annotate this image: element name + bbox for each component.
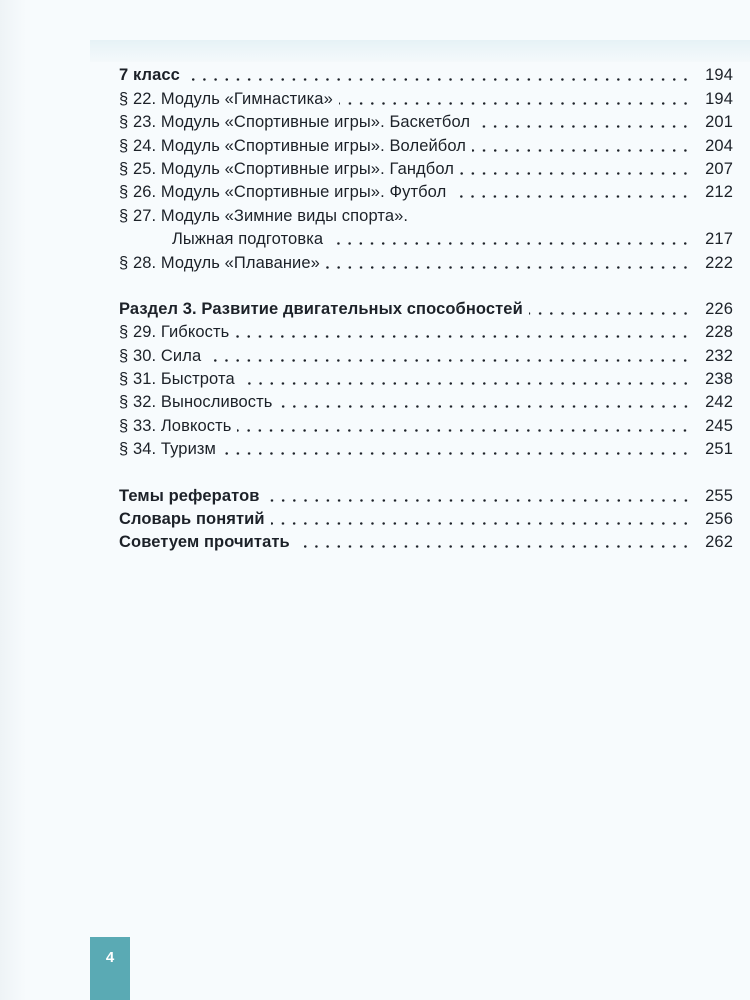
toc-entry [119,296,733,319]
toc-entry-title: § 33. Ловкость [119,416,232,435]
toc-entry-page: 255 [705,486,733,505]
dot-leader [266,499,692,502]
toc-entry [119,366,733,389]
toc-group [119,296,733,460]
toc-entry-page: 201 [705,113,733,132]
toc-entry [119,179,733,202]
toc-entry [119,109,733,132]
toc-entry-title: § 28. Модуль «Плавание» [119,253,320,272]
toc-entry-page: 232 [705,346,733,365]
dot-leader [452,195,691,198]
toc-entry-title: § 32. Выносливость [119,393,273,412]
toc-entry [119,482,733,505]
toc-entry-title: § 27. Модуль «Зимние виды спорта». [119,206,409,225]
toc-entry-page: 242 [705,393,733,412]
toc-entry-title: Словарь понятий [119,510,265,529]
toc-entry [119,389,733,412]
dot-leader [235,335,691,338]
dot-leader [329,242,691,245]
dot-leader [296,545,691,548]
toc-entry-page: 194 [705,89,733,108]
toc-entry-title: Советуем прочитать [119,533,290,552]
toc-entry-title: Лыжная подготовка [172,230,324,249]
toc-entry [119,342,733,365]
toc-entry [119,202,733,225]
scan-edge-shadow [0,0,26,1000]
toc-entry [119,249,733,272]
toc-entry-page: 251 [705,440,733,459]
toc-entry-title: § 26. Модуль «Спортивные игры». Футбол [119,183,447,202]
toc-entry-title: § 22. Модуль «Гимнастика» [119,89,333,108]
toc-entry-page: 194 [705,66,733,85]
toc-entry-page: 207 [705,159,733,178]
toc-entry-title: § 25. Модуль «Спортивные игры». Гандбол [119,159,454,178]
dot-leader [326,266,691,269]
toc-entry-page: 226 [705,299,733,318]
toc-entry-title: § 29. Гибкость [119,323,230,342]
dot-leader [237,429,691,432]
toc-entry [119,319,733,342]
toc-entry-page: 238 [705,370,733,389]
toc-entry-title: § 31. Быстрота [119,370,235,389]
toc-entry-title: Раздел 3. Развитие двигательных способностей [119,299,523,318]
toc-group [119,62,733,273]
toc-entry-title: § 30. Сила [119,346,202,365]
toc-entry [119,226,733,249]
top-color-band [90,40,750,62]
table-of-contents [119,62,733,552]
dot-leader [339,102,691,105]
toc-entry [119,412,733,435]
dot-leader [207,359,691,362]
dot-leader [186,78,691,81]
toc-entry-page: 228 [705,323,733,342]
toc-entry-page: 222 [705,253,733,272]
toc-entry [119,436,733,459]
dot-leader [222,452,691,455]
dot-leader [472,149,691,152]
toc-entry-page: 217 [705,230,733,249]
toc-entry-page: 212 [705,183,733,202]
toc-entry [119,529,733,552]
toc-entry [119,506,733,529]
dot-leader [241,382,691,385]
dot-leader [271,522,691,525]
toc-entry-title: 7 класс [119,66,180,85]
toc-entry-page: 262 [705,533,733,552]
toc-group [119,482,733,552]
toc-entry-page: 245 [705,416,733,435]
toc-entry-page: 256 [705,510,733,529]
toc-entry [119,62,733,85]
toc-entry-title: § 24. Модуль «Спортивные игры». Волейбол [119,136,466,155]
dot-leader [460,172,691,175]
toc-entry-page: 204 [705,136,733,155]
toc-entry [119,85,733,108]
toc-entry [119,156,733,179]
dot-leader [279,405,692,408]
toc-entry [119,132,733,155]
toc-entry-title: § 23. Модуль «Спортивные игры». Баскетбол [119,113,471,132]
dot-leader [476,125,691,128]
toc-entry-title: § 34. Туризм [119,440,217,459]
page-number-tab [90,937,130,1000]
page-number: 4 [105,949,115,966]
toc-entry-title: Темы рефератов [119,486,260,505]
dot-leader [529,312,691,315]
